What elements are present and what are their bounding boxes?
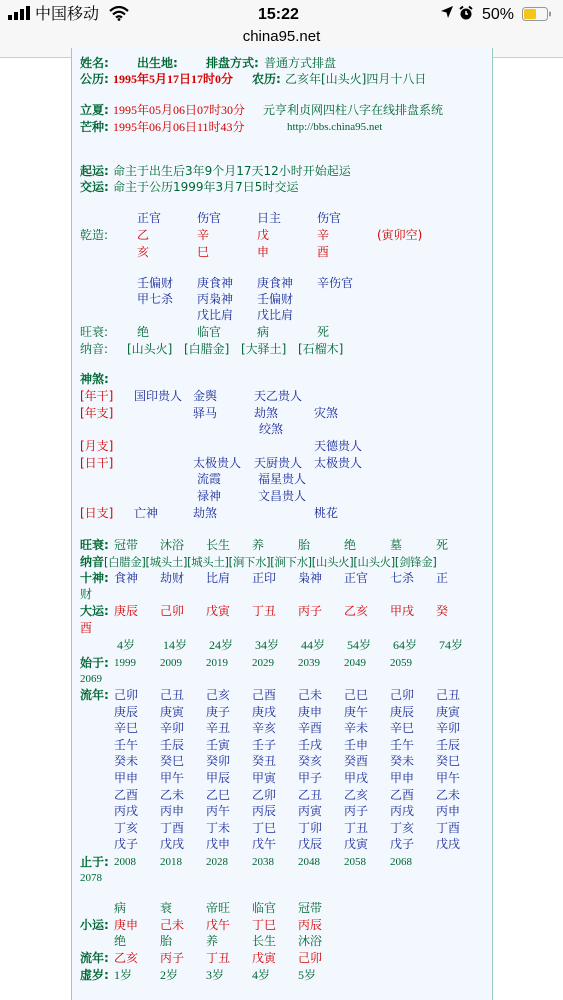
qiyun-value: 命主于出生后3年9个月17天12小时开始起运 [113,164,351,178]
liunian-cell: 辛未 [344,721,369,736]
liunian-cell: 壬午 [390,737,415,752]
liunian-cell: 辛亥 [252,721,277,736]
liunian-cell: 丁丑 [344,820,369,835]
liunian-cell: 甲辰 [206,771,231,785]
liunian-cell: 乙酉 [390,787,415,802]
liunian-cell: 壬子 [252,737,277,752]
wangshuai-month: 临官 [197,325,222,339]
jiaoyun-value: 命主于公历1999年3月7日5时交运 [113,180,299,194]
dayun-wangshuai-cell: 胎 [298,538,311,552]
xiaoyun-top-cell: 帝旺 [206,901,231,915]
liunian-cell: 甲申 [114,771,139,785]
liunian-cell: 丙申 [436,804,461,819]
dayun-cell: 甲戌 [390,604,415,618]
liunian-cell: 壬申 [344,737,369,752]
branch-month: 巳 [197,245,210,259]
lunar-value: 乙亥年[山头火]四月十八日 [285,72,427,86]
shensha-item: 禄神 [197,489,222,503]
xiaoyun-top-cell: 冠带 [298,901,323,915]
liunian-cell: 乙未 [436,787,461,802]
age-cell: 74岁 [439,638,464,652]
liunian-cell: 戊子 [114,837,139,852]
liunian-cell: 辛卯 [160,721,185,736]
shensha-row-label: [年支] [80,406,114,420]
liunian-cell: 丁亥 [390,820,415,835]
shishen-cell: 劫财 [160,571,185,585]
liunian-cell: 戊子 [390,837,415,852]
liunian-cell: 戊戌 [436,837,461,852]
solar-label: 公历: [80,72,109,86]
dayun-wangshuai-cell: 死 [436,538,449,552]
shensha-row-label: [年干] [80,389,114,403]
liunian-cell: 庚子 [206,704,231,719]
dayun-nayin-value: [白腊金][城头土][城头土][涧下水][涧下水][山头火][山头火][剑锋金] [104,555,437,569]
xiaoyun-bottom-cell: 养 [206,934,219,948]
stem-month: 辛 [197,228,210,242]
xiaoyun-top-cell: 衰 [160,901,173,915]
shensha-item: 太极贵人 [314,456,363,470]
liunian-cell: 己未 [298,688,323,702]
age-cell: 44岁 [301,638,326,652]
start-label: 始于: [80,656,109,670]
end-year-cell: 2058 [344,856,366,868]
battery-percent: 50% [482,6,515,23]
pillar-wangshuai-label: 旺衰: [80,325,109,339]
nayin-month: [白腊金] [184,342,230,356]
liunian-cell: 壬辰 [436,737,461,752]
lixia-value: 1995年05月06日07时30分 [113,103,246,117]
hidden-month-3: 戊比肩 [197,308,234,322]
hidden-day-1: 庚食神 [257,276,294,290]
hidden-month-1: 庚食神 [197,276,234,290]
nayin-hour: [石榴木] [298,342,344,356]
liunian-cell: 己丑 [436,688,461,702]
dayun-wangshuai-cell: 沐浴 [160,538,185,552]
carrier-name: 中国移动 [35,6,100,23]
address-bar-url[interactable]: china95.net [242,28,321,45]
dayun-cell: 癸 [436,604,449,618]
shensha-row-label: [日支] [80,506,114,520]
xiaoyun-bottom-cell: 长生 [252,934,277,948]
dayun-wangshuai-label: 旺衰: [80,538,109,552]
ten-god-day: 日主 [257,211,282,225]
age-cell: 34岁 [255,638,280,652]
wangshuai-hour: 死 [317,325,330,339]
shensha-item: 流霞 [197,472,222,486]
site-name: 元亨利贞网四柱八字在线排盘系统 [263,103,444,117]
shensha-item: 亡神 [134,506,159,520]
liunian-cell: 辛卯 [436,721,461,736]
age-cell: 24岁 [209,638,234,652]
liunian-cell: 庚辰 [390,704,415,719]
liunian-cell: 丁卯 [298,820,323,835]
stem-day: 戊 [257,228,270,242]
shishen-cell: 比肩 [206,571,231,585]
shensha-item: 绞煞 [259,422,284,436]
start-year-cell: 2039 [298,657,320,669]
start-year-cell: 2019 [206,657,228,669]
jiaoyun-label: 交运: [80,180,109,194]
dayun-wangshuai-cell: 墓 [390,538,403,552]
liunian-cell: 乙酉 [114,787,139,802]
hidden-day-2: 壬偏财 [257,292,294,306]
xiaoyun-liunian-cell: 丁丑 [206,951,231,965]
xiaoyun-cell: 庚申 [114,918,139,932]
liunian-cell: 癸未 [114,754,139,769]
dayun-wangshuai-cell: 绝 [344,538,357,552]
liunian-cell: 庚申 [298,704,323,719]
xiaoyun-label: 小运: [80,918,109,932]
liunian-cell: 癸亥 [298,754,323,769]
shensha-row-label: [日干] [80,456,114,470]
method-label: 排盘方式: [206,56,259,70]
shishen-cell: 枭神 [298,571,323,585]
liunian-cell: 丁酉 [436,820,461,835]
branch-year: 亥 [137,245,150,259]
age-cell: 4岁 [117,638,136,652]
liunian-cell: 辛巳 [114,721,139,736]
shishen-wrap: 财 [80,587,93,601]
age-cell: 64岁 [393,638,418,652]
liunian-cell: 戊戌 [160,837,185,852]
dayun-wrap: 酉 [80,621,93,635]
liunian-cell: 丁巳 [252,820,277,835]
lixia-label: 立夏: [80,103,109,117]
liunian-cell: 庚辰 [114,704,139,719]
liunian-cell: 乙未 [160,787,185,802]
liunian-cell: 丙戌 [114,804,139,819]
mangzhong-label: 芒种: [80,120,109,134]
shensha-item: 灾煞 [314,406,339,420]
xiaoyun-liunian-cell: 乙亥 [114,951,139,965]
signal-bars-icon [8,6,32,26]
shensha-item: 天乙贵人 [254,389,303,403]
dayun-wangshuai-cell: 冠带 [114,538,139,552]
xusui-label: 虚岁: [80,968,109,982]
location-arrow-icon [440,5,454,25]
end-year-cell: 2068 [390,856,412,868]
start-year-cell: 2029 [252,657,274,669]
end-wrap: 2078 [80,872,102,884]
xusui-cell: 1岁 [114,968,133,982]
xiaoyun-cell: 丁巳 [252,918,277,932]
liunian-cell: 丙申 [160,804,185,819]
liunian-cell: 乙亥 [344,787,369,802]
ten-god-month: 伤官 [197,211,222,225]
wangshuai-year: 绝 [137,325,150,339]
dayun-cell: 己卯 [160,604,185,618]
shensha-item: 劫煞 [254,406,279,420]
liunian-cell: 癸巳 [436,754,461,769]
xiaoyun-top-cell: 临官 [252,901,277,915]
age-cell: 54岁 [347,638,372,652]
liunian-cell: 壬午 [114,737,139,752]
liunian-cell: 壬辰 [160,737,185,752]
ten-god-year: 正官 [137,211,162,225]
nayin-day: [大驿土] [241,342,287,356]
liunian-cell: 丙午 [206,804,231,819]
xiaoyun-liunian-cell: 戊寅 [252,951,277,965]
kongwang: (寅卯空) [377,228,423,242]
xiaoyun-liunian-cell: 丙子 [160,951,185,965]
liunian-cell: 甲午 [436,771,461,785]
end-year-cell: 2018 [160,856,182,868]
shishen-cell: 正 [436,571,449,585]
shensha-item: 文昌贵人 [258,489,307,503]
liunian-cell: 丙辰 [252,804,277,819]
start-year-cell: 2049 [344,657,366,669]
lunar-label: 农历: [252,72,281,86]
liunian-cell: 丙戌 [390,804,415,819]
ten-god-hour: 伤官 [317,211,342,225]
shensha-item: 劫煞 [193,506,218,520]
dayun-nayin-label: 纳音 [80,555,105,569]
liunian-cell: 甲子 [298,771,323,785]
shensha-item: 福星贵人 [258,472,307,486]
liunian-cell: 甲申 [390,771,415,785]
liunian-cell: 庚午 [344,704,369,719]
liunian-cell: 庚寅 [436,704,461,719]
liunian-cell: 庚寅 [160,704,185,719]
end-year-cell: 2048 [298,856,320,868]
nayin-year: [山头火] [127,342,173,356]
shensha-item: 太极贵人 [193,456,242,470]
dayun-cell: 戊寅 [206,604,231,618]
dayun-wangshuai-cell: 长生 [206,538,231,552]
liunian-cell: 癸未 [390,754,415,769]
xiaoyun-bottom-cell: 胎 [160,934,173,948]
liunian-cell: 辛丑 [206,721,231,736]
hidden-day-3: 戊比肩 [257,308,294,322]
name-label: 姓名: [80,56,109,70]
liunian-cell: 丙寅 [298,804,323,819]
shishen-label: 十神: [80,571,109,585]
xiaoyun-cell: 丙辰 [298,918,323,932]
start-year-cell: 2009 [160,657,182,669]
liunian-cell: 辛酉 [298,721,323,736]
liunian-cell: 癸卯 [206,754,231,769]
dayun-cell: 丁丑 [252,604,277,618]
liunian-cell: 壬戌 [298,737,323,752]
start-year-cell: 1999 [114,657,136,669]
xiaoyun-bottom-cell: 沐浴 [298,934,323,948]
stem-hour: 辛 [317,228,330,242]
liunian-cell: 己巳 [344,688,369,702]
hidden-month-2: 丙枭神 [197,292,234,306]
liunian-cell: 癸巳 [160,754,185,769]
branch-day: 申 [257,245,270,259]
battery-icon [522,7,552,27]
shensha-item: 桃花 [314,506,339,520]
liunian-cell: 戊辰 [298,837,323,852]
liunian-cell: 戊午 [252,837,277,852]
hidden-hour-1: 辛伤官 [317,276,354,290]
stem-year: 乙 [137,228,150,242]
shensha-title: 神煞: [80,372,109,386]
dayun-label: 大运: [80,604,109,618]
liunian-cell: 己卯 [390,688,415,702]
liunian-label: 流年: [80,688,109,702]
dayun-cell: 乙亥 [344,604,369,618]
branch-hour: 酉 [317,245,330,259]
birthplace-label: 出生地: [137,56,178,70]
liunian-cell: 丙子 [344,804,369,819]
method-value: 普通方式排盘 [264,56,337,70]
qiyun-label: 起运: [80,164,109,178]
qianzao-label: 乾造: [80,228,109,242]
shishen-cell: 正印 [252,571,277,585]
liunian-cell: 乙卯 [252,787,277,802]
liunian-cell: 丁亥 [114,820,139,835]
shensha-item: 天厨贵人 [254,456,303,470]
liunian-cell: 庚戌 [252,704,277,719]
xiaoyun-top-cell: 病 [114,901,127,915]
shishen-cell: 食神 [114,571,139,585]
shensha-item: 天德贵人 [314,439,363,453]
xiaoyun-cell: 戊午 [206,918,231,932]
liunian-cell: 戊寅 [344,837,369,852]
alarm-icon [458,5,474,27]
wangshuai-day: 病 [257,325,270,339]
xusui-cell: 4岁 [252,968,271,982]
solar-value: 1995年5月17日17时0分 [113,72,234,86]
dayun-wangshuai-cell: 养 [252,538,265,552]
liunian-cell: 辛巳 [390,721,415,736]
liunian-cell: 己丑 [160,688,185,702]
dayun-cell: 庚辰 [114,604,139,618]
liunian-cell: 戊申 [206,837,231,852]
shensha-item: 金舆 [193,389,218,403]
end-year-cell: 2028 [206,856,228,868]
xiaoyun-liunian-cell: 己卯 [298,951,323,965]
liunian-cell: 丁酉 [160,820,185,835]
clock-time: 15:22 [258,6,299,23]
xiaoyun-liunian-label: 流年: [80,951,109,965]
start-wrap: 2069 [80,673,102,685]
liunian-cell: 甲午 [160,771,185,785]
wifi-icon [109,6,129,27]
liunian-cell: 丁未 [206,820,231,835]
hidden-year-1: 壬偏财 [137,276,174,290]
liunian-cell: 乙丑 [298,787,323,802]
liunian-cell: 己酉 [252,688,277,702]
xusui-cell: 5岁 [298,968,317,982]
shishen-cell: 正官 [344,571,369,585]
mangzhong-value: 1995年06月06日11时43分 [113,120,245,134]
shensha-item: 驿马 [193,406,218,420]
end-year-cell: 2008 [114,856,136,868]
end-year-cell: 2038 [252,856,274,868]
liunian-cell: 己亥 [206,688,231,702]
shishen-cell: 七杀 [390,571,415,585]
dayun-cell: 丙子 [298,604,323,618]
xiaoyun-cell: 己未 [160,918,185,932]
liunian-cell: 壬寅 [206,737,231,752]
xusui-cell: 2岁 [160,968,179,982]
hidden-year-2: 甲七杀 [137,292,174,306]
end-label: 止于: [80,855,109,869]
liunian-cell: 癸酉 [344,754,369,769]
liunian-cell: 甲戌 [344,771,369,785]
site-url-link[interactable]: http://bbs.china95.net [287,121,383,133]
shensha-row-label: [月支] [80,439,114,453]
pillar-nayin-label: 纳音: [80,342,109,356]
liunian-cell: 癸丑 [252,754,277,769]
start-year-cell: 2059 [390,657,412,669]
liunian-cell: 甲寅 [252,771,277,785]
age-cell: 14岁 [163,638,188,652]
xiaoyun-bottom-cell: 绝 [114,934,127,948]
xusui-cell: 3岁 [206,968,225,982]
liunian-cell: 乙巳 [206,787,231,802]
liunian-cell: 己卯 [114,688,139,702]
shensha-item: 国印贵人 [134,389,183,403]
